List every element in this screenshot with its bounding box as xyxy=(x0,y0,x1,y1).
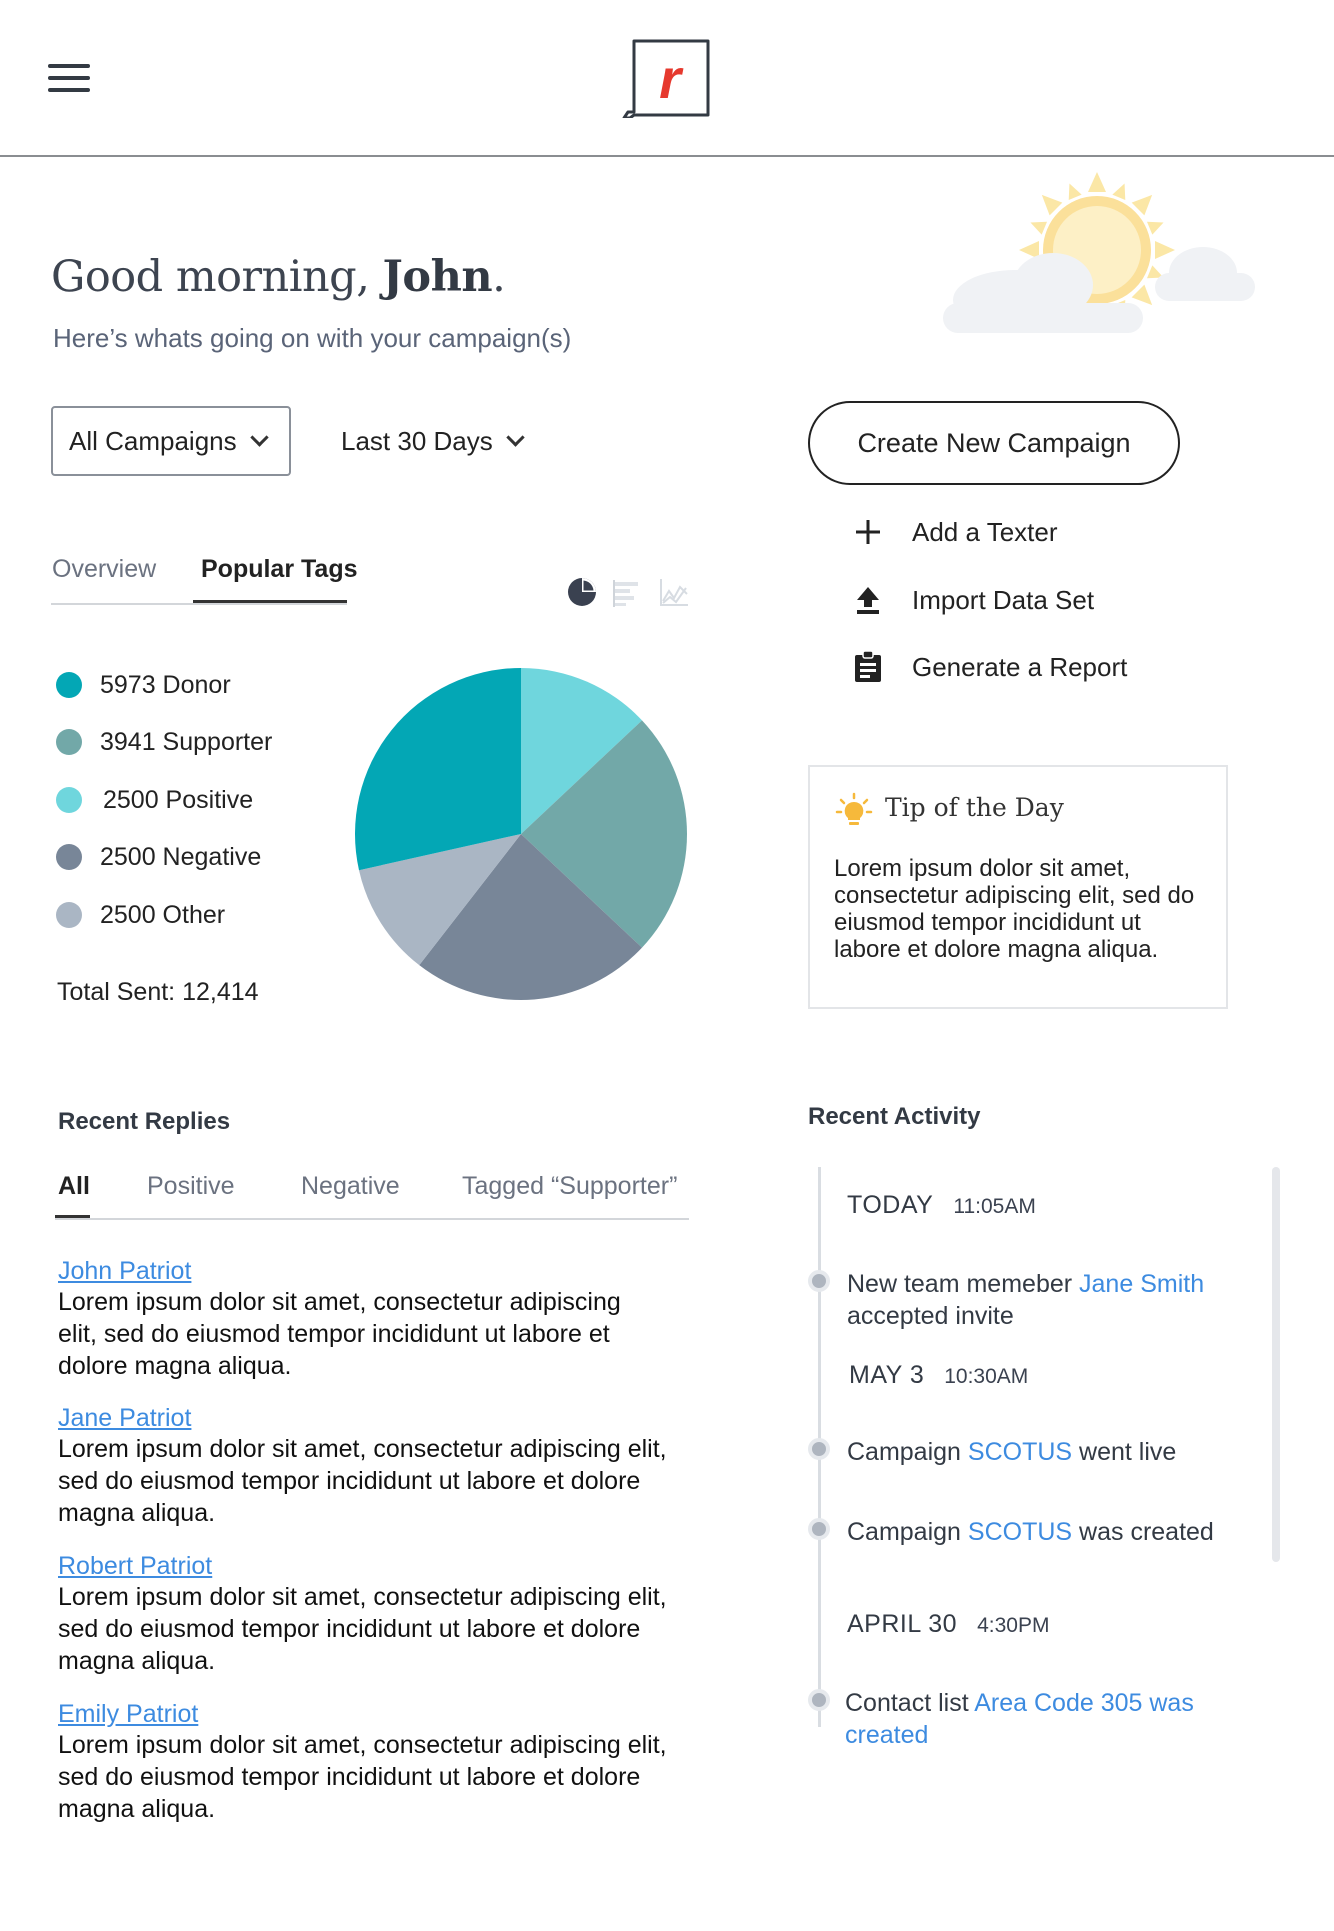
activity-time: 4:30PM xyxy=(977,1614,1050,1637)
event-link[interactable]: Area Code 305 was created xyxy=(845,1689,1194,1749)
legend-label: 5973 Donor xyxy=(100,670,231,699)
activity-event xyxy=(845,1687,1235,1751)
activity-scrollbar[interactable] xyxy=(1272,1167,1280,1562)
activity-time: 10:30AM xyxy=(944,1365,1029,1388)
popular-tags-pie-chart xyxy=(353,666,689,1002)
activity-date-header xyxy=(849,1361,1028,1390)
greeting-heading xyxy=(51,252,505,302)
chart-tabs xyxy=(51,555,358,605)
reply-body: Lorem ipsum dolor sit amet, consectetur adipiscing elit, sed do eiusmod tempor incididunt ut labore et dolore magna aliqua. xyxy=(58,1435,667,1527)
lightbulb-icon xyxy=(834,791,874,831)
activity-event xyxy=(847,1436,1247,1468)
generate-report-action[interactable] xyxy=(852,647,1127,687)
upload-icon xyxy=(852,584,884,616)
tip-title: Tip of the Day xyxy=(885,793,1064,822)
campaign-select-value: All Campaigns xyxy=(69,425,237,456)
total-sent: Total Sent: 12,414 xyxy=(57,978,259,1006)
reply-body: Lorem ipsum dolor sit amet, consectetur adipiscing elit, sed do eiusmod tempor incididunt ut labore et dolore magna aliqua. xyxy=(58,1288,621,1380)
create-new-campaign-button[interactable]: Create New Campaign xyxy=(808,401,1180,485)
app-logo[interactable] xyxy=(622,38,712,118)
activity-time: 11:05AM xyxy=(953,1195,1036,1218)
top-bar xyxy=(0,0,1334,157)
event-text: went live xyxy=(1072,1438,1177,1466)
date-range-select[interactable] xyxy=(341,406,522,476)
tab-overview[interactable]: Overview xyxy=(52,555,157,583)
tip-body: Lorem ipsum dolor sit amet, consectetur adipiscing elit, sed do eiusmod tempor incididunt ut labore et dolore magna aliqua. xyxy=(834,855,1195,963)
reply-filter-tabs xyxy=(55,1170,689,1220)
recent-replies-title: Recent Replies xyxy=(58,1108,231,1135)
event-text: Contact list xyxy=(845,1689,975,1717)
tab-tagged-supporter[interactable]: Tagged “Supporter” xyxy=(462,1172,678,1200)
reply-item xyxy=(58,1403,708,1529)
legend-dot xyxy=(56,672,82,698)
line-chart-icon[interactable] xyxy=(658,576,690,608)
tab-positive[interactable]: Positive xyxy=(147,1172,235,1200)
plus-icon xyxy=(852,516,884,548)
greeting-user-name: John xyxy=(382,252,493,302)
reply-author-link[interactable]: Robert Patriot xyxy=(58,1552,213,1580)
reply-author-link[interactable]: Emily Patriot xyxy=(58,1700,199,1728)
reply-item xyxy=(58,1699,708,1825)
legend-label: 2500 Other xyxy=(100,900,226,929)
timeline-dot xyxy=(808,1689,830,1711)
campaign-select[interactable] xyxy=(51,406,291,476)
legend-dot xyxy=(56,844,82,870)
legend-label: 2500 Positive xyxy=(103,785,254,814)
tab-popular-tags[interactable]: Popular Tags xyxy=(193,555,347,603)
event-link[interactable]: SCOTUS xyxy=(967,1518,1073,1546)
greeting-subtitle: Here’s whats going on with your campaign(s) xyxy=(53,323,572,353)
legend-item-other xyxy=(56,899,225,931)
tab-negative[interactable]: Negative xyxy=(301,1172,400,1200)
activity-date-header xyxy=(847,1191,1036,1220)
event-text: Campaign xyxy=(847,1518,968,1546)
legend-dot xyxy=(56,902,82,928)
hamburger-menu-icon[interactable] xyxy=(48,64,90,94)
tip-of-the-day-card xyxy=(808,765,1228,1009)
date-range-value: Last 30 Days xyxy=(341,425,493,456)
legend-item-supporter xyxy=(56,726,272,758)
activity-event xyxy=(847,1516,1247,1548)
add-texter-action[interactable] xyxy=(852,512,1058,552)
activity-date: TODAY xyxy=(847,1191,934,1219)
legend-item-donor xyxy=(56,669,231,701)
reply-item xyxy=(58,1551,708,1677)
activity-date: MAY 3 xyxy=(849,1361,925,1389)
chart-type-switcher xyxy=(566,576,690,608)
timeline-dot xyxy=(808,1270,830,1292)
recent-activity-title: Recent Activity xyxy=(808,1103,981,1130)
greeting-salutation: Good morning, xyxy=(51,252,383,302)
event-text: New team memeber xyxy=(847,1270,1080,1298)
activity-event xyxy=(847,1268,1247,1332)
event-link[interactable]: Jane Smith xyxy=(1079,1270,1205,1298)
legend-item-positive xyxy=(56,784,253,816)
reply-body: Lorem ipsum dolor sit amet, consectetur adipiscing elit, sed do eiusmod tempor incididunt ut labore et dolore magna aliqua. xyxy=(58,1583,667,1675)
sun-cloud-illustration xyxy=(935,165,1265,355)
tab-all[interactable]: All xyxy=(55,1172,90,1218)
event-link[interactable]: SCOTUS xyxy=(967,1438,1073,1466)
event-text: was created xyxy=(1072,1518,1214,1546)
legend-dot xyxy=(56,787,82,813)
import-data-set-label: Import Data Set xyxy=(912,584,1095,615)
greeting-end: . xyxy=(492,252,506,302)
add-texter-label: Add a Texter xyxy=(912,516,1058,547)
legend-label: 2500 Negative xyxy=(100,842,262,871)
activity-date-header xyxy=(847,1610,1049,1639)
bar-chart-icon[interactable] xyxy=(611,576,643,608)
timeline-dot xyxy=(808,1518,830,1540)
reply-body: Lorem ipsum dolor sit amet, consectetur adipiscing elit, sed do eiusmod tempor incididunt ut labore et dolore magna aliqua. xyxy=(58,1731,667,1823)
reply-author-link[interactable]: John Patriot xyxy=(58,1257,192,1285)
legend-dot xyxy=(56,729,82,755)
import-data-set-action[interactable] xyxy=(852,580,1094,620)
pie-chart-icon[interactable] xyxy=(566,576,598,608)
legend-item-negative xyxy=(56,841,261,873)
chevron-down-icon xyxy=(250,428,268,446)
chevron-down-icon xyxy=(506,428,524,446)
reply-author-link[interactable]: Jane Patriot xyxy=(58,1404,192,1432)
clipboard-icon xyxy=(852,651,884,683)
event-text: accepted invite xyxy=(847,1302,1014,1330)
event-text: Campaign xyxy=(847,1438,968,1466)
logo-letter: r xyxy=(659,47,681,110)
activity-date: APRIL 30 xyxy=(847,1610,958,1638)
timeline-dot xyxy=(808,1438,830,1460)
generate-report-label: Generate a Report xyxy=(912,651,1128,682)
legend-label: 3941 Supporter xyxy=(100,727,273,756)
reply-item xyxy=(58,1256,708,1382)
